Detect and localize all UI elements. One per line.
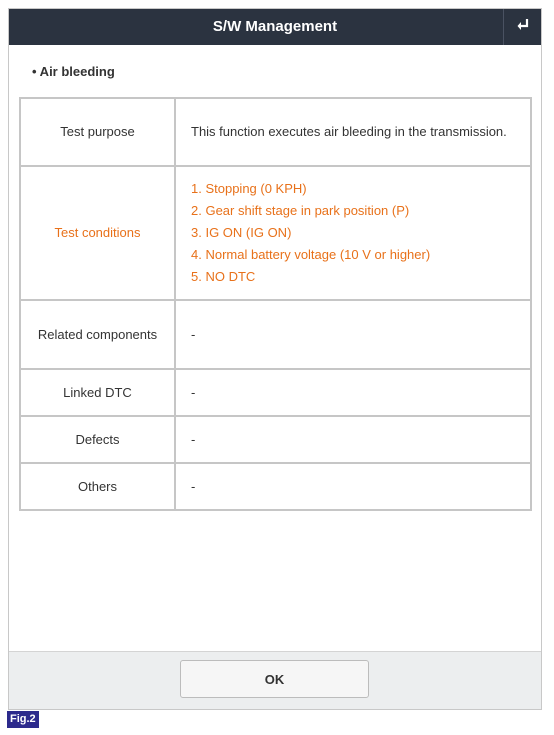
section-title: • Air bleeding: [32, 64, 115, 79]
row-value-others: -: [175, 463, 531, 510]
back-button[interactable]: [503, 9, 541, 45]
table-row: [20, 300, 531, 369]
condition-item: 4. Normal battery voltage (10 V or higher): [191, 247, 431, 262]
return-arrow-icon: [514, 16, 532, 39]
row-label-test-conditions: Test conditions: [20, 166, 175, 300]
table-row: [20, 166, 531, 300]
conditions-list: [191, 178, 515, 288]
table-row: [20, 369, 531, 416]
title-bar: [9, 9, 541, 45]
table-row: [20, 98, 531, 166]
condition-item: 2. Gear shift stage in park position (P): [191, 203, 410, 218]
row-label-defects: Defects: [20, 416, 175, 463]
table-row: [20, 463, 531, 510]
dialog-window: [8, 8, 542, 710]
row-label-linked-dtc: Linked DTC: [20, 369, 175, 416]
row-value-related-components: -: [175, 300, 531, 369]
row-label-related-components: Related components: [20, 300, 175, 369]
figure-label: Fig.2: [7, 711, 39, 728]
row-value-defects: -: [175, 416, 531, 463]
dialog-footer: [9, 651, 541, 709]
row-value-test-purpose: This function executes air bleeding in the transmission.: [175, 98, 531, 166]
condition-item: 1. Stopping (0 KPH): [191, 181, 307, 196]
condition-item: 5. NO DTC: [191, 269, 256, 284]
table-row: [20, 416, 531, 463]
test-info-table: [19, 97, 532, 511]
row-value-linked-dtc: -: [175, 369, 531, 416]
ok-button[interactable]: OK: [180, 660, 369, 698]
row-label-test-purpose: Test purpose: [20, 98, 175, 166]
window-title: S/W Management: [212, 18, 338, 35]
condition-item: 3. IG ON (IG ON): [191, 225, 292, 240]
row-label-others: Others: [20, 463, 175, 510]
row-value-test-conditions: [175, 166, 531, 300]
